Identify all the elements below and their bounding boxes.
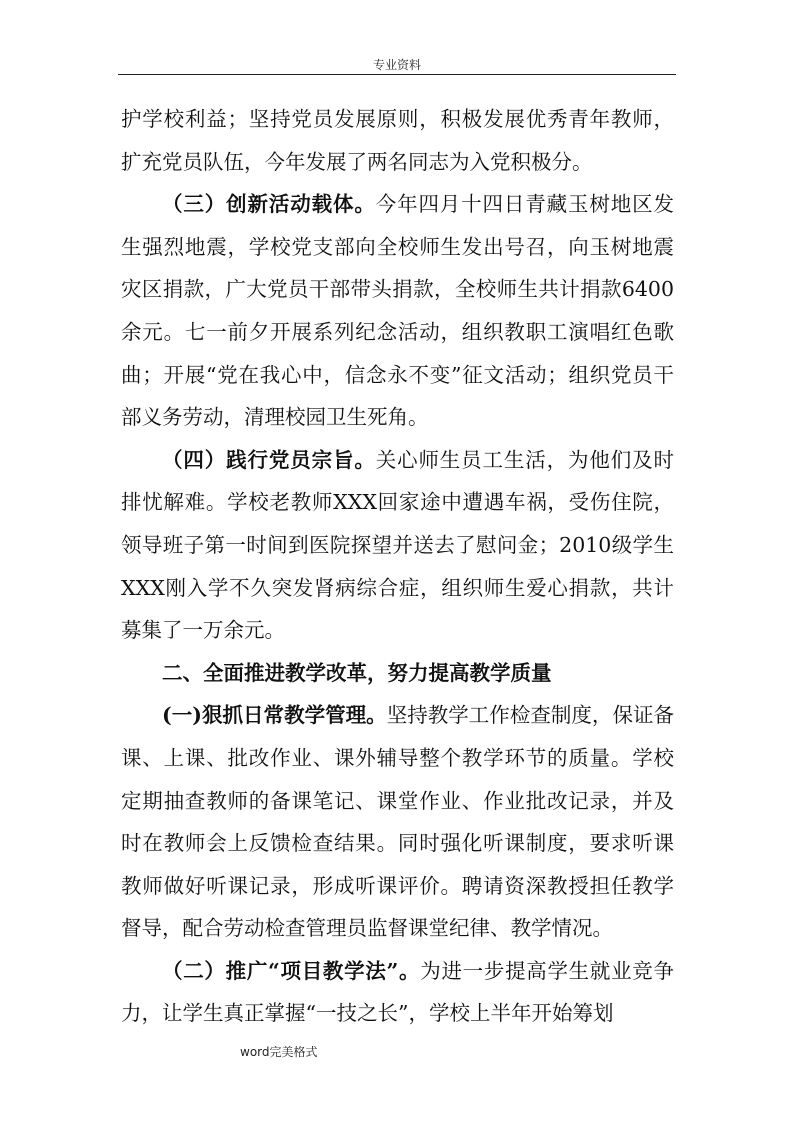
paragraph-party-purpose (121, 439, 674, 652)
paragraph-teaching-management (121, 694, 674, 950)
paragraph-title: （四）践行党员宗旨。 (162, 447, 376, 472)
page-footer: word完美格式 (240, 1045, 318, 1059)
paragraph-text: 坚持教学工作检查制度，保证备课、上课、批改作业、课外辅导整个教学环节的质量。学校定期抽查教师的备课笔记、课堂作业、作业批改记录，并及时在教师会上反馈检查结果。同时强化听课制度，要求听课教师做好听课记录，形成听课评价。聘请资深教授担任教学督导，配合劳动检查管理员监督课堂纪律、教学情况。 (121, 703, 674, 941)
paragraph-text: 今年四月十四日青藏玉树地区发生强烈地震，学校党支部向全校师生发出号召，向玉树地震灾区捐款，广大党员干部带头捐款，全校师生共计捐款6400余元。七一前夕开展系列纪念活动，组织教职工演唱红色歌曲；开展“党在我心中，信念永不变”征文活动；组织党员干部义务劳动，清理校园卫生死角。 (121, 192, 675, 430)
paragraph-continuation: 护学校利益；坚持党员发展原则，积极发展优秀青年教师，扩充党员队伍，今年发展了两名同志为入党积极分。 (121, 107, 674, 174)
paragraph-title: （三）创新活动载体。 (162, 192, 376, 217)
paragraph-project-teaching (121, 950, 674, 1035)
page-header: 专业资料 (372, 58, 421, 72)
header-rule (118, 74, 676, 75)
paragraph-text: 关心师生员工生活，为他们及时排忧解难。学校老教师XXX回家途中遭遇车祸，受伤住院，领导班子第一时间到医院探望并送去了慰问金；2010级学生XXX刚入学不久突发肾病综合症，组织师生爱心捐款，共计募集了一万余元。 (121, 447, 675, 643)
section-heading: 二、全面推进教学改革，努力提高教学质量 (162, 660, 552, 685)
paragraph-text: 为进一步提高学生就业竞争力，让学生真正掌握“一技之长”，学校上半年开始筹划 (121, 958, 674, 1026)
paragraph-title: （二）推广“项目教学法”。 (162, 958, 421, 983)
paragraph-title: (一)狠抓日常教学管理。 (162, 703, 387, 728)
document-body (121, 98, 674, 1035)
paragraph-innovate-activities (121, 183, 674, 439)
